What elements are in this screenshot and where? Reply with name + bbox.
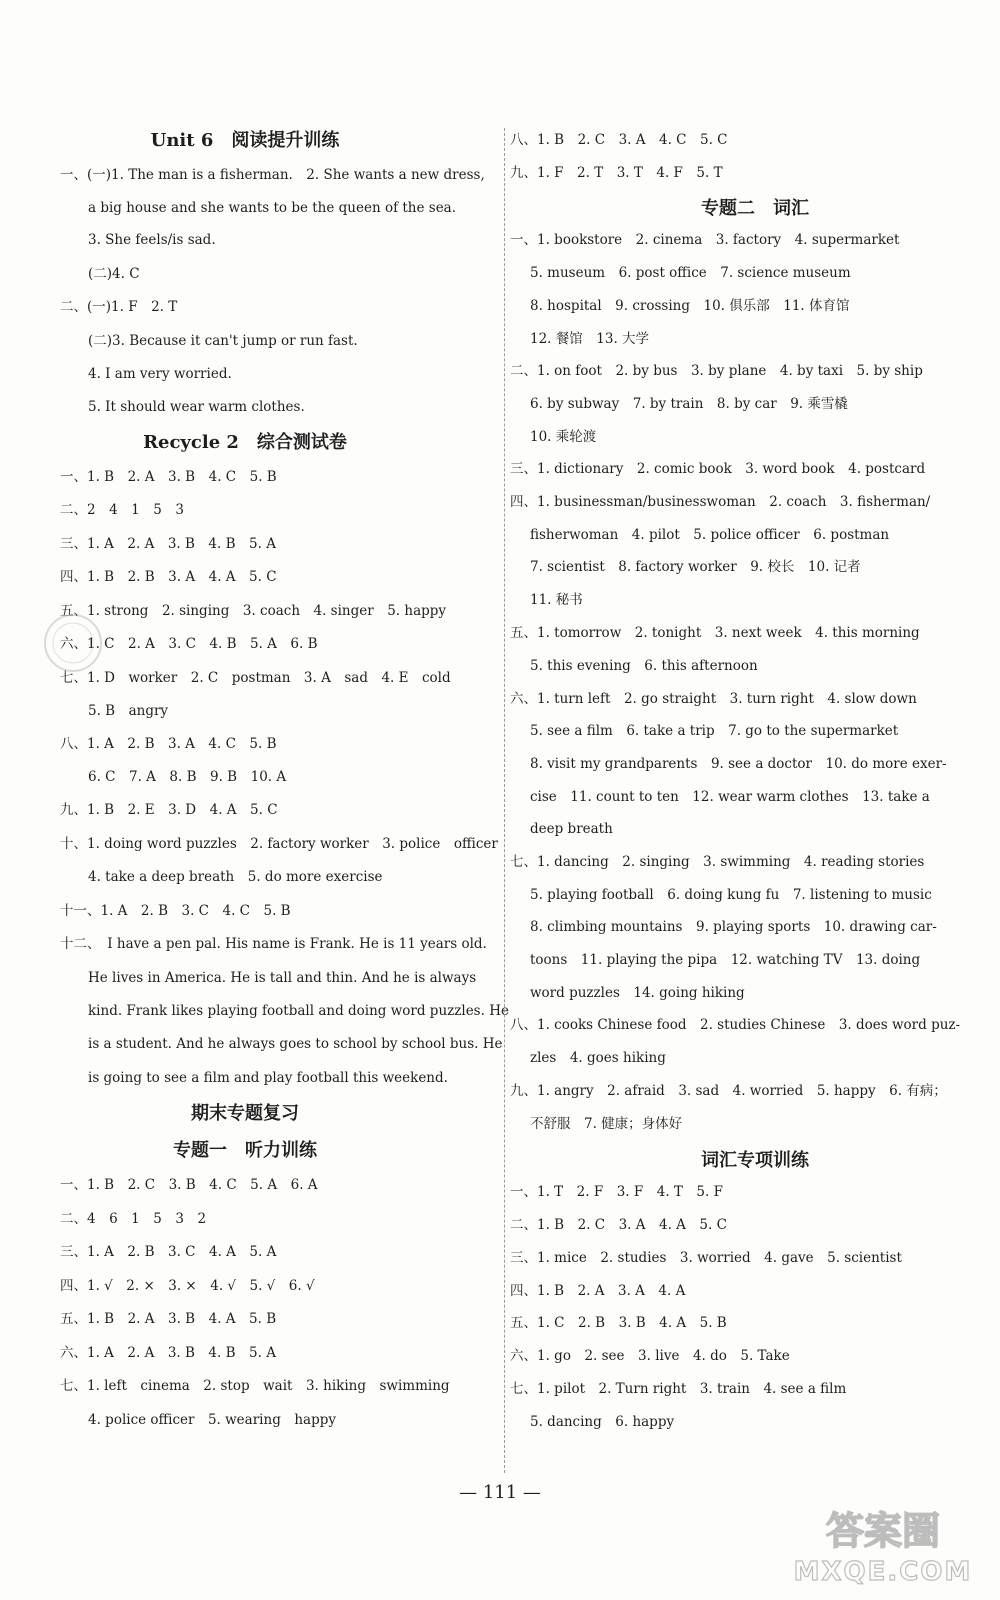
answer-line: cise 11. count to ten 12. wear warm clothes 13. take a xyxy=(530,789,930,805)
answer-line: 二、2 4 1 5 3 xyxy=(60,502,184,518)
answer-line: 七、1. dancing 2. singing 3. swimming 4. reading stories xyxy=(510,854,925,870)
answer-line: 五、1. C 2. B 3. B 4. A 5. B xyxy=(510,1315,727,1331)
answer-line: 3. She feels/is sad. xyxy=(88,232,216,248)
answer-line: (二)4. C xyxy=(88,266,140,282)
answer-line: 6. C 7. A 8. B 9. B 10. A xyxy=(88,769,287,785)
answer-line: 5. see a film 6. take a trip 7. go to the supermarket xyxy=(530,723,899,739)
site-watermark xyxy=(788,1500,978,1590)
answer-line: 七、1. pilot 2. Turn right 3. train 4. see a film xyxy=(510,1381,847,1397)
answer-line: 六、1. A 2. A 3. B 4. B 5. A xyxy=(60,1345,276,1361)
answer-line: 8. climbing mountains 9. playing sports 10. drawing car- xyxy=(530,919,937,935)
answer-line: kind. Frank likes playing football and doing word puzzles. He xyxy=(88,1003,509,1019)
answer-line: 5. playing football 6. doing kung fu 7. listening to music xyxy=(530,887,932,903)
answer-line: 六、1. go 2. see 3. live 4. do 5. Take xyxy=(510,1348,790,1364)
answer-line: 8. visit my grandparents 9. see a doctor 10. do more exer- xyxy=(530,756,947,772)
section-heading: 词汇专项训练 xyxy=(701,1150,809,1171)
section-heading: Unit 6 阅读提升训练 xyxy=(150,130,340,151)
answer-line: 三、1. A 2. B 3. C 4. A 5. A xyxy=(60,1244,277,1260)
section-heading: Recycle 2 综合测试卷 xyxy=(143,432,347,453)
answer-line: 8. hospital 9. crossing 10. 俱乐部 11. 体育馆 xyxy=(530,298,850,314)
answer-line: 4. take a deep breath 5. do more exercise xyxy=(88,869,383,885)
section-heading: 期末专题复习 xyxy=(191,1103,299,1124)
answer-line: 八、1. A 2. B 3. A 4. C 5. B xyxy=(60,736,277,752)
svg-text:MXQE.COM: MXQE.COM xyxy=(793,1557,973,1587)
answer-line: 五、1. B 2. A 3. B 4. A 5. B xyxy=(60,1311,277,1327)
answer-line: 一、1. B 2. A 3. B 4. C 5. B xyxy=(60,469,277,485)
answer-line: 六、1. turn left 2. go straight 3. turn right 4. slow down xyxy=(510,691,917,707)
answer-line: 八、1. cooks Chinese food 2. studies Chinese 3. does word puz- xyxy=(510,1017,961,1033)
answer-line: word puzzles 14. going hiking xyxy=(530,985,745,1001)
answer-line: 九、1. B 2. E 3. D 4. A 5. C xyxy=(60,802,278,818)
section-heading: 专题二 词汇 xyxy=(701,198,809,219)
answer-line: 10. 乘轮渡 xyxy=(530,429,597,445)
answer-line: 一、1. bookstore 2. cinema 3. factory 4. supermarket xyxy=(510,232,900,248)
answer-line: 6. by subway 7. by train 8. by car 9. 乘雪橇 xyxy=(530,396,848,412)
answer-line: 一、(一)1. The man is a fisherman. 2. She wants a new dress, xyxy=(60,167,485,183)
answer-line: (二)3. Because it can't jump or run fast. xyxy=(88,333,358,349)
answer-line: 十一、1. A 2. B 3. C 4. C 5. B xyxy=(60,903,291,919)
answer-line: 12. 餐馆 13. 大学 xyxy=(530,331,650,347)
column-divider xyxy=(504,128,505,1473)
answer-line: deep breath xyxy=(530,821,613,837)
answer-line: 四、1. businessman/businesswoman 2. coach 3. fisherman/ xyxy=(510,494,931,510)
answer-line: 五、1. strong 2. singing 3. coach 4. singer 5. happy xyxy=(60,603,447,619)
faint-stamp-icon xyxy=(40,608,106,678)
answer-line: 11. 秘书 xyxy=(530,592,583,608)
answer-line: 十二、 I have a pen pal. His name is Frank. He is 11 years old. xyxy=(60,936,487,952)
section-heading: 专题一 听力训练 xyxy=(173,1140,317,1161)
answer-line: 九、1. F 2. T 3. T 4. F 5. T xyxy=(510,165,723,181)
answer-line: 三、1. A 2. A 3. B 4. B 5. A xyxy=(60,536,276,552)
answer-line: 5. dancing 6. happy xyxy=(530,1414,675,1430)
answer-line: 四、1. √ 2. × 3. × 4. √ 5. √ 6. √ xyxy=(60,1278,315,1294)
answer-line: is going to see a film and play football this weekend. xyxy=(88,1070,448,1086)
answer-line: zles 4. goes hiking xyxy=(530,1050,666,1066)
answer-line: 三、1. mice 2. studies 3. worried 4. gave 5. scientist xyxy=(510,1250,902,1266)
answer-line: a big house and she wants to be the queen of the sea. xyxy=(88,200,457,216)
answer-line: 5. museum 6. post office 7. science museum xyxy=(530,265,851,281)
answer-line: 三、1. dictionary 2. comic book 3. word book 4. postcard xyxy=(510,461,926,477)
answer-line: 十、1. doing word puzzles 2. factory worker 3. police officer xyxy=(60,836,498,852)
answer-line: fisherwoman 4. pilot 5. police officer 6. postman xyxy=(530,527,890,543)
answer-line: 7. scientist 8. factory worker 9. 校长 10. 记者 xyxy=(530,559,861,575)
answer-line: 四、1. B 2. B 3. A 4. A 5. C xyxy=(60,569,277,585)
watermark-logo-icon xyxy=(788,1500,978,1590)
answer-line: 一、1. B 2. C 3. B 4. C 5. A 6. A xyxy=(60,1177,318,1193)
answer-line: is a student. And he always goes to school by school bus. He xyxy=(88,1036,503,1052)
answer-line: 一、1. T 2. F 3. F 4. T 5. F xyxy=(510,1184,723,1200)
answer-line: 九、1. angry 2. afraid 3. sad 4. worried 5. happy 6. 有病； xyxy=(510,1083,947,1099)
answer-line: 八、1. B 2. C 3. A 4. C 5. C xyxy=(510,132,728,148)
answer-line: 二、4 6 1 5 3 2 xyxy=(60,1211,207,1227)
answer-line: toons 11. playing the pipa 12. watching TV 13. doing xyxy=(530,952,921,968)
answer-line: 七、1. left cinema 2. stop wait 3. hiking swimming xyxy=(60,1378,450,1394)
answer-line: 七、1. D worker 2. C postman 3. A sad 4. E cold xyxy=(60,670,451,686)
page-number: — 111 — xyxy=(459,1482,541,1503)
svg-text:答案圈: 答案圈 xyxy=(825,1509,941,1553)
answer-line: 二、1. B 2. C 3. A 4. A 5. C xyxy=(510,1217,727,1233)
answer-line: 四、1. B 2. A 3. A 4. A xyxy=(510,1283,686,1299)
answer-line: 五、1. tomorrow 2. tonight 3. next week 4. this morning xyxy=(510,625,920,641)
answer-line: He lives in America. He is tall and thin. And he is always xyxy=(88,970,477,986)
answer-line: 5. this evening 6. this afternoon xyxy=(530,658,758,674)
answer-line: 4. police officer 5. wearing happy xyxy=(88,1412,336,1428)
answer-line: 4. I am very worried. xyxy=(88,366,232,382)
answer-line: 二、1. on foot 2. by bus 3. by plane 4. by taxi 5. by ship xyxy=(510,363,923,379)
answer-line: 二、(一)1. F 2. T xyxy=(60,299,178,315)
answer-line: 六、1. C 2. A 3. C 4. B 5. A 6. B xyxy=(60,636,318,652)
answer-line: 5. It should wear warm clothes. xyxy=(88,399,305,415)
answer-line: 5. B angry xyxy=(88,703,169,719)
answer-line: 不舒服 7. 健康；身体好 xyxy=(530,1116,683,1132)
